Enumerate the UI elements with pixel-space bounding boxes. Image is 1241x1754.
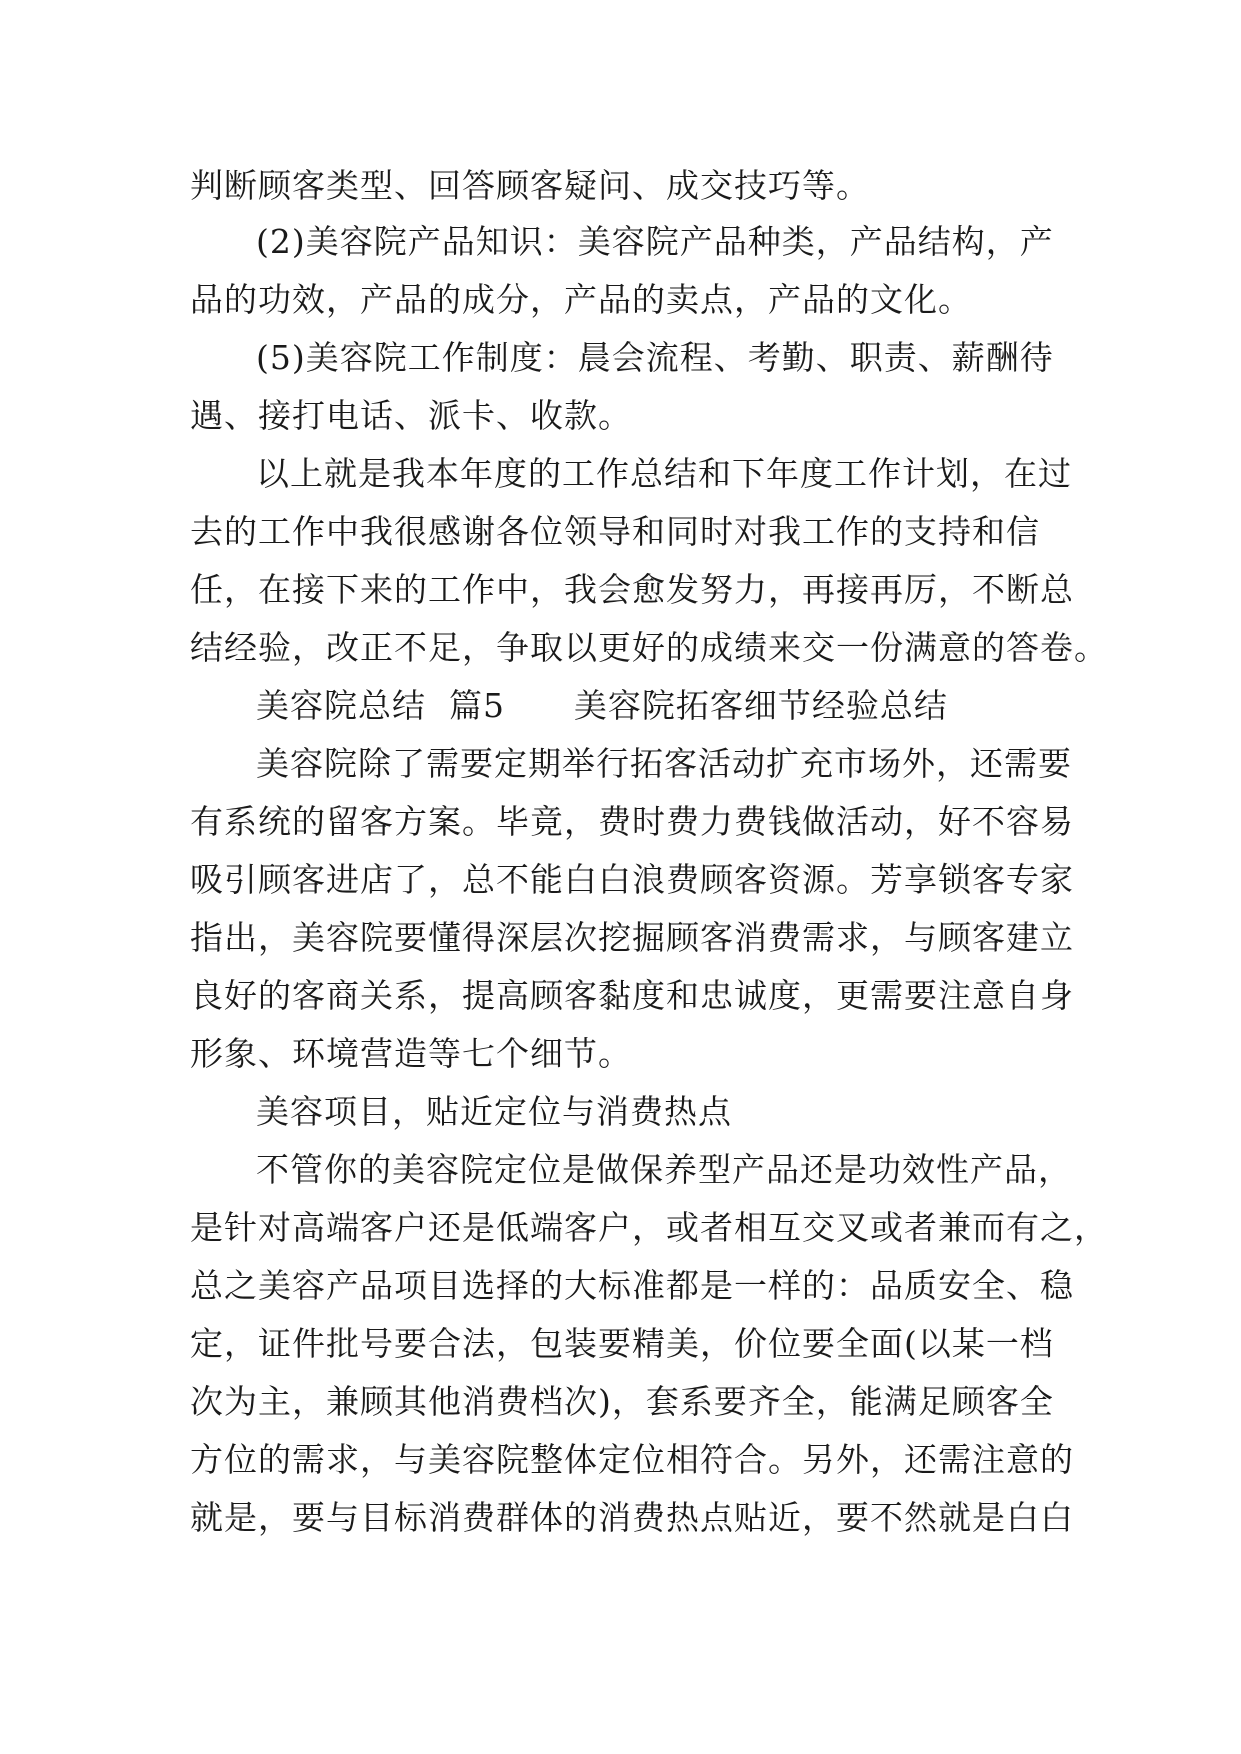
text-line: 是针对高端客户还是低端客户，或者相互交叉或者兼而有之， — [190, 1208, 1108, 1247]
text-line: (2)美容院产品知识：美容院产品种类，产品结构，产 — [256, 222, 1054, 261]
text-line: 结经验，改正不足，争取以更好的成绩来交一份满意的答卷。 — [190, 628, 1108, 667]
text-line: 方位的需求，与美容院整体定位相符合。另外，还需注意的 — [190, 1440, 1074, 1479]
section-heading: 美容院总结 篇5 美容院拓客细节经验总结 — [256, 686, 948, 725]
subsection-heading: 美容项目，贴近定位与消费热点 — [256, 1092, 732, 1131]
text-line: 去的工作中我很感谢各位领导和同时对我工作的支持和信 — [190, 512, 1040, 551]
text-line: 判断顾客类型、回答顾客疑问、成交技巧等。 — [190, 166, 870, 205]
text-line: 形象、环境营造等七个细节。 — [190, 1034, 632, 1073]
text-line: 任，在接下来的工作中，我会愈发努力，再接再厉，不断总 — [190, 570, 1074, 609]
text-line: (5)美容院工作制度：晨会流程、考勤、职责、薪酬待 — [256, 338, 1054, 377]
text-line: 品的功效，产品的成分，产品的卖点，产品的文化。 — [190, 280, 972, 319]
text-line: 总之美容产品项目选择的大标准都是一样的：品质安全、稳 — [190, 1266, 1074, 1305]
text-line: 有系统的留客方案。毕竟，费时费力费钱做活动，好不容易 — [190, 802, 1074, 841]
text-line: 良好的客商关系，提高顾客黏度和忠诚度，更需要注意自身 — [190, 976, 1074, 1015]
text-line: 定，证件批号要合法，包装要精美，价位要全面(以某一档 — [190, 1324, 1054, 1363]
text-line: 以上就是我本年度的工作总结和下年度工作计划，在过 — [256, 454, 1072, 493]
text-line: 就是，要与目标消费群体的消费热点贴近，要不然就是白白 — [190, 1498, 1074, 1537]
text-line: 指出，美容院要懂得深层次挖掘顾客消费需求，与顾客建立 — [190, 918, 1074, 957]
text-line: 遇、接打电话、派卡、收款。 — [190, 396, 632, 435]
text-line: 美容院除了需要定期举行拓客活动扩充市场外，还需要 — [256, 744, 1072, 783]
text-line: 吸引顾客进店了，总不能白白浪费顾客资源。芳享锁客专家 — [190, 860, 1074, 899]
text-line: 次为主，兼顾其他消费档次)，套系要齐全，能满足顾客全 — [190, 1382, 1054, 1421]
text-line: 不管你的美容院定位是做保养型产品还是功效性产品， — [256, 1150, 1072, 1189]
